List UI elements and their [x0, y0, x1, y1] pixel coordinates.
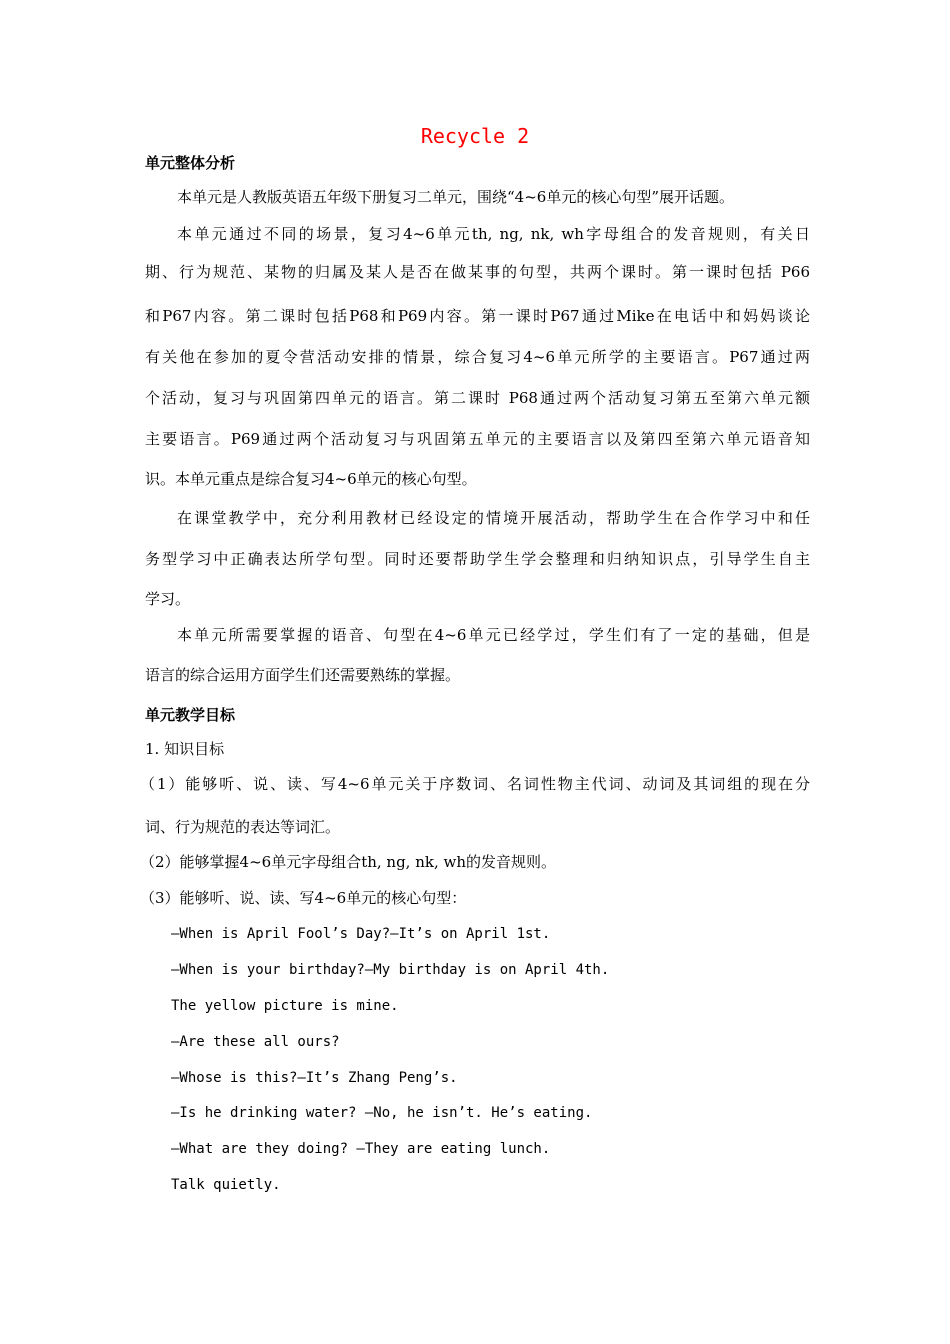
core-sentence: —When is April Fool’s Day?—It’s on April 1st.	[171, 926, 551, 942]
core-sentence: —Is he drinking water? —No, he isn’t. He’s eating.	[171, 1105, 593, 1121]
section-heading-objectives: 单元教学目标	[145, 706, 236, 724]
analysis-paragraph-2-line: 期、行为规范、某物的归属及某人是否在做某事的句型，共两个课时。第一课时包括 P66	[145, 263, 810, 281]
objective-subitem-1-line: 词、行为规范的表达等词汇。	[145, 818, 341, 836]
objective-subitem-2: （2）能够掌握4~6单元字母组合th, ng, nk, wh的发音规则。	[140, 853, 557, 871]
objective-subitem-3: （3）能够听、说、读、写4~6单元的核心句型：	[140, 889, 467, 907]
core-sentence: —What are they doing? —They are eating lunch.	[171, 1141, 551, 1157]
core-sentence: Talk quietly.	[171, 1177, 281, 1193]
analysis-paragraph-2-line: 有关他在参加的夏令营活动安排的情景，综合复习4~6单元所学的主要语言。P67通过两	[145, 348, 810, 366]
analysis-paragraph-2-line: 本单元通过不同的场景，复习4~6单元th, ng, nk, wh字母组合的发音规则，有关日	[177, 225, 810, 243]
core-sentence: —Whose is this?—It’s Zhang Peng’s.	[171, 1070, 458, 1086]
document-title: Recycle 2	[420, 124, 530, 148]
core-sentence: The yellow picture is mine.	[171, 998, 399, 1014]
analysis-paragraph-4-line: 本单元所需要掌握的语音、句型在4~6单元已经学过，学生们有了一定的基础，但是	[177, 626, 810, 644]
analysis-paragraph-1: 本单元是人教版英语五年级下册复习二单元，围绕“4~6单元的核心句型”展开话题。	[177, 188, 734, 206]
section-heading-analysis: 单元整体分析	[145, 154, 236, 172]
analysis-paragraph-2-line: 和P67内容。第二课时包括P68和P69内容。第一课时P67通过Mike在电话中和妈妈谈论	[145, 307, 810, 325]
analysis-paragraph-3-line: 在课堂教学中，充分利用教材已经设定的情境开展活动，帮助学生在合作学习中和任	[177, 509, 810, 527]
analysis-paragraph-3-line: 务型学习中正确表达所学句型。同时还要帮助学生学会整理和归纳知识点，引导学生自主	[145, 550, 810, 568]
objective-subitem-1-line: （1）能够听、说、读、写4~6单元关于序数词、名词性物主代词、动词及其词组的现在分	[140, 775, 810, 793]
analysis-paragraph-3-line: 学习。	[145, 590, 191, 608]
analysis-paragraph-2-line: 个活动，复习与巩固第四单元的语言。第二课时 P68通过两个活动复习第五至第六单元额	[145, 389, 810, 407]
analysis-paragraph-2-line: 主要语言。P69通过两个活动复习与巩固第五单元的主要语言以及第四至第六单元语音知	[145, 430, 810, 448]
analysis-paragraph-2-line: 识。本单元重点是综合复习4~6单元的核心句型。	[145, 470, 477, 488]
analysis-paragraph-4-line: 语言的综合运用方面学生们还需要熟练的掌握。	[145, 666, 461, 684]
core-sentence: —Are these all ours?	[171, 1034, 340, 1050]
core-sentence: —When is your birthday?—My birthday is on April 4th.	[171, 962, 610, 978]
objective-item-knowledge: 1. 知识目标	[145, 740, 225, 758]
